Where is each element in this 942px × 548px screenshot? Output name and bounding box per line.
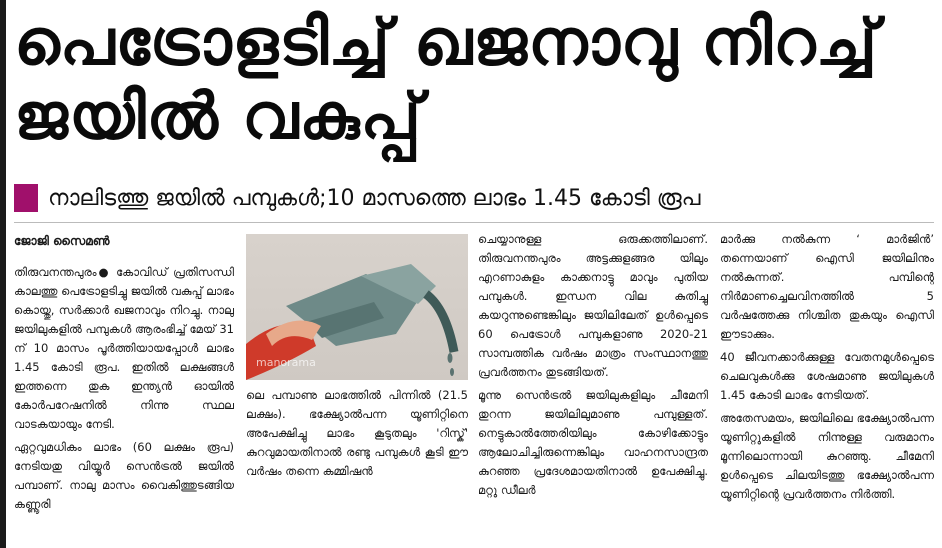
byline: ജോജി സൈമൺ	[14, 234, 110, 248]
divider	[14, 222, 934, 223]
subheadline-row	[14, 178, 934, 218]
article-column-1	[14, 232, 234, 518]
paragraph: മൂന്നു സെൻട്രൽ ജയിലുകളിലും ചീമേനി തുറന്ന ജയിലിലുമാണു പമ്പുള്ളത്. നെട്ടുകാൽത്തേരിയിലും കോഴിക്കോട്ടും ആലോചിച്ചിരുന്നെങ്കിലും വാഹനസാന്ദ്രത കുറഞ്ഞ പ്രദേശമായതിനാൽ ഉപേക്ഷിച്ചു. മറ്റു ഡീലർ	[478, 388, 708, 497]
left-edge-rule	[0, 0, 6, 548]
article-column-2	[246, 386, 468, 485]
paragraph: ലെ പമ്പാണു ലാഭത്തിൽ പിന്നിൽ (21.5 ലക്ഷം). ഭക്ഷ്യോൽപന്ന യൂണിറ്റിനെ അപേക്ഷിച്ചു ലാഭം കൂടുതലും 'റിസ്ക്' കുറവുമായതിനാൽ രണ്ടു പമ്പുകൾ കൂടി ഈ വർഷം തന്നെ കമ്മിഷൻ	[246, 388, 468, 478]
article-column-4	[720, 230, 934, 508]
fuel-nozzle-photo	[246, 234, 468, 380]
article-column-3	[478, 230, 708, 504]
photo-watermark: manorama	[256, 356, 316, 369]
paragraph: 40 ജീവനക്കാർക്കുള്ള വേതനമുൾപ്പെടെ ചെലവുകൾക്കു ശേഷമാണു ജയിലുകൾ 1.45 കോടി ലാഭം നേടിയത്.	[720, 350, 934, 402]
headline: പെട്രോളടിച്ച് ഖജനാവു നിറച്ച് ജയിൽ വകുപ്പ്	[14, 6, 878, 154]
subheadline-marker	[14, 184, 38, 212]
subheadline: നാലിടത്തു ജയിൽ പമ്പുകൾ;10 മാസത്തെ ലാഭം 1.45 കോടി രൂപ	[48, 185, 701, 211]
paragraph: തിരുവനന്തപുരം● കോവിഡ് പ്രതിസന്ധി കാലത്തു പെട്രോളടിച്ചു ജയിൽ വകുപ്പ് ലാഭം കൊയ്തു, സർക്കാർ ഖജനാവും നിറച്ചു. നാലു ജയിലുകളിൽ പമ്പുകൾ ആരംഭിച്ച് മേയ് 31 ന് 10 മാസം പൂർത്തിയായപ്പോൾ ലാഭം 1.45 കോടി രൂപ. ഇതിൽ ലക്ഷങ്ങൾ ഇത്തന്നെ തുക ഇന്ത്യൻ ഓയിൽ കോർപറേഷനിൽ നിന്നു സ്ഥല വാടകയായും നേടി.	[14, 265, 234, 431]
paragraph: മാർക്കു നൽകുന്ന ‘ മാർജിൻ’ തന്നെയാണ് ഐസി ജയിലിനും നൽകുന്നത്. പമ്പിന്റെ നിർമാണച്ചെലവിനത്തിൽ 5 വർഷത്തേക്കു നിശ്ചിത തുകയും ഐസി ഈടാക്കും.	[720, 232, 934, 341]
paragraph: ഏറ്റവുമധികം ലാഭം (60 ലക്ഷം രൂപ) നേടിയതു വിയ്യൂർ സെൻട്രൽ ജയിൽ പമ്പാണ്. നാലു മാസം വൈകിത്തുടങ്ങിയ കണ്ണൂരി	[14, 440, 234, 511]
paragraph: അതേസമയം, ജയിലിലെ ഭക്ഷ്യോൽപന്ന യൂണിറ്റുകളിൽ നിന്നുള്ള വരുമാനം മൂന്നിലൊന്നായി കുറഞ്ഞു. ചീമേനി ഉൾപ്പെടെ ചിലയിടത്തു ഭക്ഷ്യോൽപന്ന യൂണിറ്റിന്റെ പ്രവർത്തനം നിർത്തി.	[720, 411, 934, 501]
paragraph: ചെയ്യാനുള്ള ഒരുക്കത്തിലാണ്. തിരുവനന്തപുരം അട്ടക്കുളങ്ങര യിലും എറണാകുളം കാക്കനാട്ടു മാവും പുതിയ പമ്പുകൾ. ഇന്ധന വില കുതിച്ചു കയറുന്നുണ്ടെങ്കിലും ജയിലിലേത് ഉൾപ്പെടെ 60 പെട്രോൾ പമ്പുകളാണു 2020-21 സാമ്പത്തിക വർഷം മാത്രം സംസ്ഥാനത്തു പ്രവർത്തനം തുടങ്ങിയത്.	[478, 232, 708, 379]
